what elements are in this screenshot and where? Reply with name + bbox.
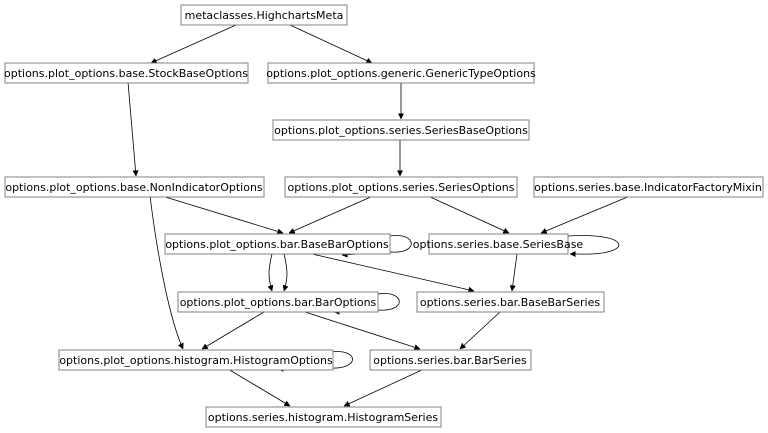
- edge-basebarseries-to-barseries: [460, 312, 500, 349]
- node-series-base: [413, 234, 584, 254]
- edge-baropts-to-histogramopts: [202, 312, 264, 349]
- edge-seriesbase-to-basebarseries: [512, 254, 517, 291]
- node-base-bar-series: [417, 292, 604, 312]
- edge-meta-to-stockbase: [151, 25, 236, 63]
- node-label: options.plot_options.series.SeriesOptions: [287, 181, 515, 194]
- edge-basebaropts-to-baropts-b: [284, 254, 287, 291]
- node-series-base-opts: [273, 120, 529, 140]
- edge-histogramopts-to-histogramseries: [228, 369, 290, 406]
- edge-mixin-to-seriesbase: [541, 196, 630, 233]
- node-label: options.series.histogram.HistogramSeries: [207, 411, 439, 424]
- node-series-opts: [285, 177, 517, 197]
- node-non-indicator: [5, 177, 264, 197]
- node-label: options.series.bar.BarSeries: [373, 354, 527, 367]
- node-bar-opts: [178, 292, 378, 312]
- node-generic: [266, 63, 536, 83]
- edge-stockbase-to-nonindicator: [128, 82, 136, 176]
- edge-meta-to-generic: [290, 25, 372, 63]
- node-label: options.plot_options.base.StockBaseOptions: [4, 67, 248, 80]
- node-meta: [181, 5, 347, 25]
- node-bar-series: [370, 350, 531, 370]
- node-histogram-series: [206, 407, 441, 427]
- edge-seriesopts-to-basebaropts: [289, 196, 373, 233]
- edge-nonindicator-to-histogramopts: [150, 196, 183, 349]
- edge-basebaropts-to-baropts-a: [269, 254, 272, 291]
- node-label: metaclasses.HighchartsMeta: [184, 9, 344, 22]
- node-histogram-opts: [59, 350, 333, 370]
- node-label: options.plot_options.bar.BaseBarOptions: [165, 238, 389, 251]
- node-label: options.series.bar.BaseBarSeries: [419, 296, 601, 309]
- edge-basebaropts-to-basebarseries: [312, 254, 474, 291]
- node-label: options.plot_options.generic.GenericTypeOptions: [266, 67, 536, 80]
- node-indicator-mixin: [534, 177, 763, 197]
- node-label: options.plot_options.histogram.HistogramOptions: [59, 354, 333, 367]
- node-label: options.series.base.SeriesBase: [412, 238, 584, 251]
- node-base-bar-opts: [165, 234, 390, 254]
- edge-nonindicator-to-basebaropts: [162, 196, 283, 233]
- edge-seriesopts-to-seriesbase: [428, 196, 509, 233]
- node-label: options.series.base.IndicatorFactoryMixin: [534, 181, 762, 194]
- edge-baropts-to-barseries: [305, 312, 420, 349]
- node-label: options.plot_options.series.SeriesBaseOptions: [274, 124, 528, 137]
- node-stock-base: [4, 63, 248, 83]
- node-label: options.plot_options.base.NonIndicatorOptions: [5, 181, 263, 194]
- edge-barseries-to-histogramseries: [344, 369, 424, 406]
- node-label: options.plot_options.bar.BarOptions: [179, 296, 377, 309]
